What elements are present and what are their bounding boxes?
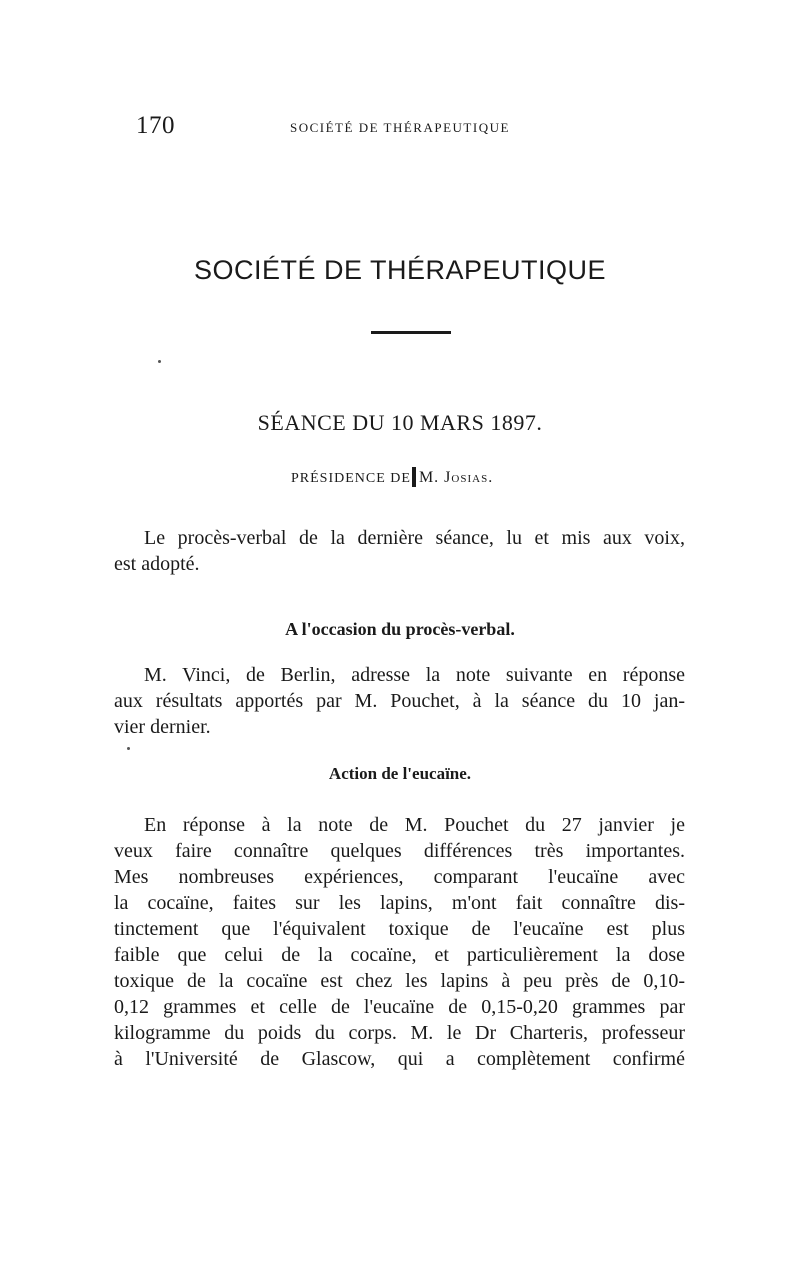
text-line: est adopté.	[114, 553, 200, 575]
text-line: veux faire connaître quelques différences très importantes.	[114, 840, 685, 862]
presidence-line	[291, 467, 493, 487]
text-line: En réponse à la note de M. Pouchet du 27 janvier je	[144, 814, 685, 836]
subheading-proces-verbal: A l'occasion du procès-verbal.	[285, 619, 515, 639]
text-line: faible que celui de la cocaïne, et particulièrement la dose	[114, 944, 685, 966]
presidence-name: M. Josias.	[418, 469, 494, 486]
paragraph-eucaine-response	[114, 812, 685, 1072]
text-line: M. Vinci, de Berlin, adresse la note suivante en réponse	[144, 664, 685, 686]
subheading-eucaine: Action de l'eucaïne.	[328, 764, 472, 783]
paragraph-minutes	[114, 525, 685, 577]
text-line: Mes nombreuses expériences, comparant l'eucaïne avec	[114, 866, 685, 888]
text-line: kilogramme du poids du corps. M. le Dr Charteris, professeur	[114, 1022, 685, 1044]
page-title: SOCIÉTÉ DE THÉRAPEUTIQUE	[193, 255, 607, 285]
page-number: 170	[136, 112, 175, 139]
session-heading: SÉANCE DU 10 MARS 1897.	[257, 410, 543, 435]
text-line: toxique de la cocaïne est chez les lapins à peu près de 0,10-	[114, 970, 685, 992]
text-line: Le procès-verbal de la dernière séance, lu et mis aux voix,	[144, 527, 685, 549]
text-line: 0,12 grammes et celle de l'eucaïne de 0,15-0,20 grammes par	[114, 996, 685, 1018]
text-line: vier dernier.	[114, 716, 211, 738]
running-head: SOCIÉTÉ DE THÉRAPEUTIQUE	[290, 120, 510, 135]
title-rule	[371, 331, 451, 334]
print-speck	[158, 360, 161, 363]
text-line: tinctement que l'équivalent toxique de l'eucaïne est plus	[114, 918, 685, 940]
paragraph-vinci	[114, 662, 685, 740]
text-line: aux résultats apportés par M. Pouchet, à la séance du 10 jan-	[114, 690, 685, 712]
presidence-prefix: PRÉSIDENCE DE	[291, 471, 411, 486]
print-speck	[127, 747, 130, 750]
print-mark	[412, 467, 416, 487]
text-line: à l'Université de Glascow, qui a complètement confirmé	[114, 1048, 685, 1070]
text-line: la cocaïne, faites sur les lapins, m'ont fait connaître dis-	[114, 892, 685, 914]
